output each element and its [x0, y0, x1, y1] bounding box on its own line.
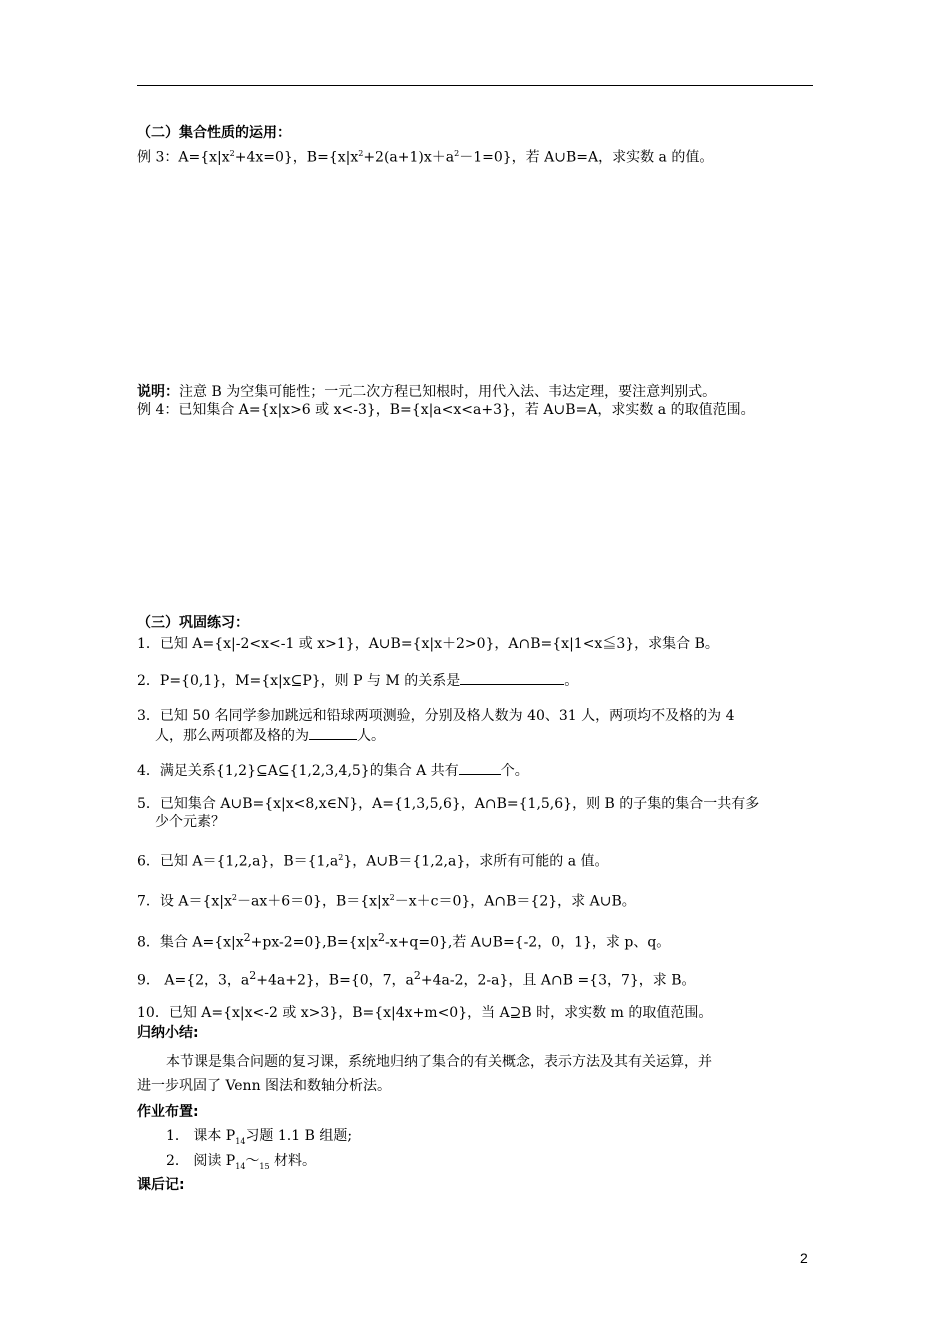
section2-heading: （二）集合性质的运用：	[137, 125, 291, 141]
question-4: 4．满足关系{1,2}⊆A⊆{1,2,3,4,5}的集合 A 共有 个。	[137, 760, 529, 780]
question-7: 7．设 $A=\{x|x^2-ax+6=0\}$，$B=\{x|x^2-x+c=0\}$，A∩B＝{2}，求 A∪B。	[137, 893, 636, 910]
question-8: 8．集合 $A=\{x|x^2+px-2=0\},B=\{x|x^2-x+q=0\}$,若 A∪B={-2，0，1}，求 p、q。	[137, 931, 671, 951]
question-3-line1: 3．已知 50 名同学参加跳远和铅球两项测验，分别及格人数为 40、31 人，两项均不及格的为 4	[137, 708, 735, 724]
afterclass-heading: 课后记:	[137, 1177, 185, 1193]
answer-blank[interactable]	[460, 670, 564, 685]
question-3-line2: 人，那么两项都及格的为 人。	[155, 725, 385, 745]
answer-blank[interactable]	[459, 760, 501, 775]
note: 说明：注意 B 为空集可能性；一元二次方程已知根时，用代入法、韦达定理，要注意判别式。	[137, 384, 717, 400]
page-number: 2	[800, 1250, 808, 1266]
homework-item-2: 2． 阅读 $P_{14}\sim_{15}$ 材料。	[166, 1153, 317, 1171]
example4: 例 4：已知集合 A={x|x>6 或 x<-3}，B={x|a<x<a+3}，若 A∪B=A，求实数 a 的取值范围。	[137, 402, 755, 418]
example3: 例 3：$A=\{x|x^2+4x=0\}$，$B=\{x|x^2+2(a+1)x+a^2-1=0\}$，若 A∪B=A，求实数 a 的值。	[137, 149, 714, 166]
section3-heading: （三）巩固练习：	[137, 615, 249, 631]
summary-line2: 进一步巩固了 Venn 图法和数轴分析法。	[137, 1078, 392, 1094]
summary-heading: 归纳小结:	[137, 1025, 199, 1041]
question-2: 2．P={0,1}，M={x|x⊆P}，则 P 与 M 的关系是 。	[137, 670, 578, 690]
question-1: 1．已知 A={x|-2<x<-1 或 x>1}，A∪B={x|x＋2>0}，A∩B={x|1<x≦3}，求集合 B。	[137, 636, 719, 652]
question-5-line1: 5．已知集合 A∪B={x|x<8,x∈N}，A={1,3,5,6}，A∩B={1,5,6}，则 B 的子集的集合一共有多	[137, 796, 760, 812]
question-9: 9． A={2，3，$a^2+4a+2$}，B={0，7，$a^2+4a-2$，2-a}，且 A∩B ={3，7}，求 B。	[137, 969, 696, 989]
header-rule	[137, 85, 813, 86]
question-6: 6．已知 A＝{1,2,a}，$B=\{1,a^2\}$，A∪B＝{1,2,a}，求所有可能的 a 值。	[137, 853, 609, 870]
question-5-line2: 少个元素？	[155, 814, 225, 830]
question-10: 10．已知 A={x|x<-2 或 x>3}，B={x|4x+m<0}，当 A⊇B 时，求实数 m 的取值范围。	[137, 1005, 713, 1021]
homework-heading: 作业布置:	[137, 1104, 199, 1120]
homework-item-1: 1． 课本 $P_{14}$习题 1.1 B 组题;	[166, 1128, 353, 1146]
summary-line1: 本节课是集合问题的复习课，系统地归纳了集合的有关概念，表示方法及其有关运算，并	[166, 1054, 712, 1070]
answer-blank[interactable]	[309, 725, 357, 740]
